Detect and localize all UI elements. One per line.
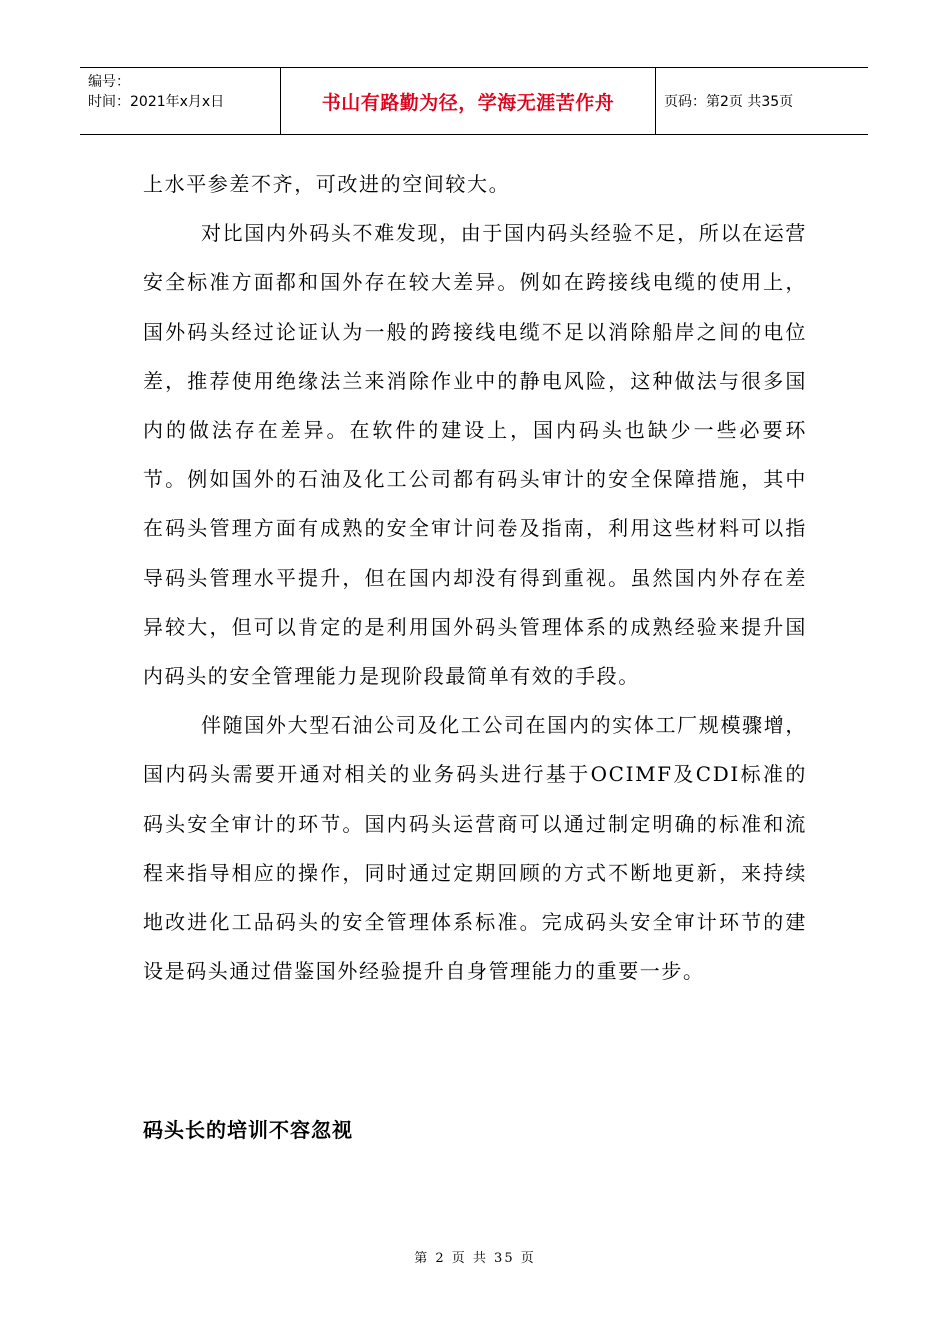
header-page-cell (656, 68, 868, 134)
header-table (80, 67, 868, 135)
time-label: 时间：2021年x月x日 (88, 94, 225, 110)
page-footer: 第 2 页 共 35 页 (414, 1251, 536, 1266)
page-info: 页码：第2页 共35页 (664, 94, 794, 110)
paragraph-comparison: 对比国内外码头不难发现，由于国内码头经验不足，所以在运营安全标准方面都和国外存在较大差异。例如在跨接线电缆的使用上，国外码头经过论证认为一般的跨接线电缆不足以消除船岸之间的电位差，推荐使用绝缘法兰来消除作业中的静电风险，这种做法与很多国内的做法存在差异。在软件的建设上，国内码头也缺少一些必要环节。例如国外的石油及化工公司都有码头审计的安全保障措施，其中在码头管理方面有成熟的安全审计问卷及指南，利用这些材料可以指导码头管理水平提升，但在国内却没有得到重视。虽然国内外存在差异较大，但可以肯定的是利用国外码头管理体系的成熟经验来提升国内码头的安全管理能力是现阶段最简单有效的手段。 (143, 221, 807, 689)
header-motto-cell (281, 68, 656, 134)
motto-text: 书山有路勤为径，学海无涯苦作舟 (321, 91, 615, 114)
paragraph-audit: 伴随国外大型石油公司及化工公司在国内的实体工厂规模骤增，国内码头需要开通对相关的业务码头进行基于OCIMF及CDI标准的码头安全审计的环节。国内码头运营商可以通过制定明确的标准和流程来指导相应的操作，同时通过定期回顾的方式不断地更新，来持续地改进化工品码头的安全管理体系标准。完成码头安全审计环节的建设是码头通过借鉴国外经验提升自身管理能力的重要一步。 (143, 713, 807, 984)
section-heading: 码头长的培训不容忽视 (143, 1118, 353, 1142)
paragraph-continuation: 上水平参差不齐，可改进的空间较大。 (143, 172, 511, 196)
header-meta-cell (80, 68, 281, 134)
document-body (143, 160, 807, 996)
doc-number-label: 编号： (88, 74, 130, 90)
